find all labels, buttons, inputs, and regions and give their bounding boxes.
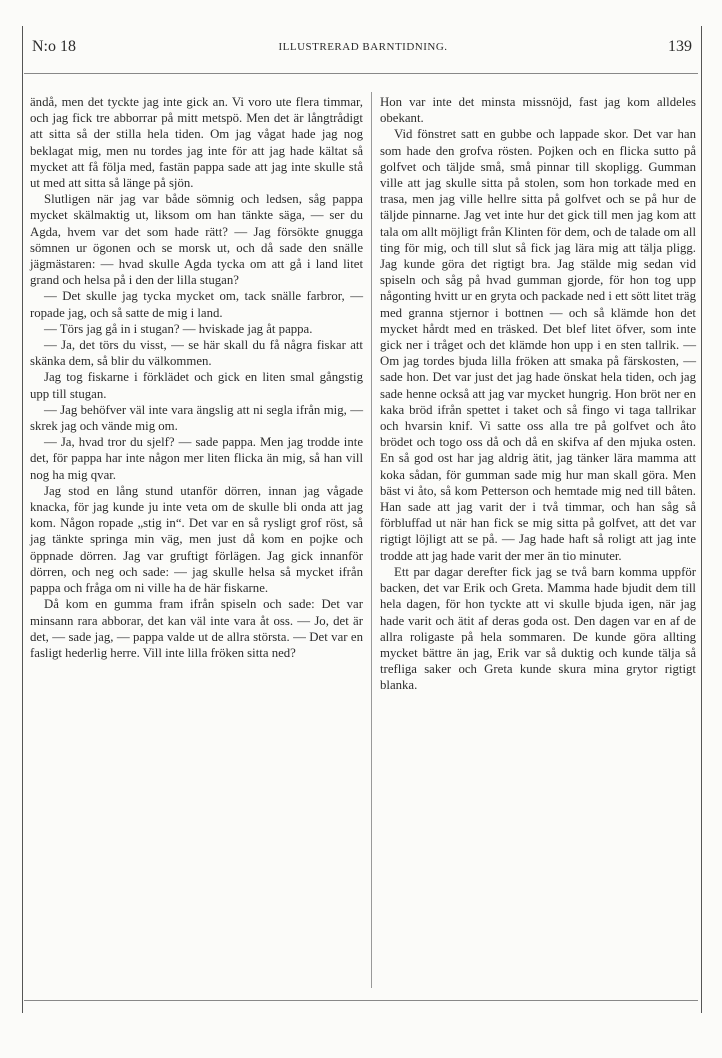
column-divider	[371, 92, 372, 988]
paragraph: — Ja, hvad tror du sjelf? — sade pappa. Men jag trodde inte det, för pappa har inte någon mer liten flicka än mig, så han vill nog ha mig qvar.	[30, 435, 363, 482]
paragraph: — Ja, det törs du visst, — se här skall du få några fiskar att skänka dem, så blir du välkommen.	[30, 338, 363, 369]
paragraph: Då kom en gumma fram ifrån spiseln och sade: Det var minsann rara abborar, det kan väl inte vara åt oss. — Jo, det är det, — sade jag, — pappa valde ut de allra största. — Det var en fasligt hederlig herre. Vill inte lilla fröken sitta ned?	[30, 597, 363, 660]
paragraph: Ett par dagar derefter fick jag se två barn komma uppför backen, det var Erik och Greta. Mamma hade bjudit dem till hela dagen, för hon tyckte att vi skulle bjuda igen, när jag hade varit och ätit af deras goda ost. Den dagen var en af de allra roligaste på hela sommaren. De kunde göra allting mycket bättre än jag, Erik var så duktig och kunde tälja så trefliga saker och Greta kunde skura mina grytor rigtigt blanka.	[380, 564, 696, 693]
paragraph: Jag stod en lång stund utanför dörren, innan jag vågade knacka, för jag kunde ju inte veta om de skulle bli onda att jag kom. Någon ropade „stig in“. Det var en så rysligt grof röst, så jag tänkte springa min väg, men just då kom en pojke och öppnade dörren. Jag var gruftigt förlägen. Jag gick innanför dörren, och neg och sade: — jag skulle helsa så mycket ifrån pappa och fråga om ni ville ha de här fiskarne.	[30, 483, 363, 596]
paragraph: ändå, men det tyckte jag inte gick an. Vi voro ute flera timmar, och jag fick tre abborrar på mitt metspö. Men det är långtrådigt att sitta så der stilla hela tiden. Om jag vågat hade jag nog beklagat mig, men nu tordes jag inte för att jag hade kältat så mycket att få följa med, fastän pappa sade att jag inte skulle stå ut med att sitta så länge på sjön.	[30, 95, 363, 191]
left-column	[30, 94, 363, 661]
paragraph: Vid fönstret satt en gubbe och lappade skor. Det var han som hade den grofva rösten. Pojken och en flicka sutto på golfvet och täljde små, små pinnar till skopligg. Gumman ville att jag skulle sitta på stolen, som hon torkade med en trasa, men jag ville hellre sitta på golfvet och se på hur de täljde pinnarne. Jag vet inte hur det gick till men jag kom att tala om allt möjligt från Klinten för dem, och de talade om all ting för mig, och till slut så fick jag lära mig att tälja pligg. Jag kunde göra det rigtigt bra. Jag stälde mig sedan vid spiseln och såg på hvad gumman gjorde, för hon tog upp någonting hvitt ur en gryta och packade ned i ett sött litet träg med granna stjernor i bottnen — och så klämde hon det mycket hårdt med en träsked. Det blef litet öfver, som inte gick ner i tråget och det klämde hon upp i en sten tallrik. — Om jag tordes bjuda lilla fröken att smaka på färskosten, — sade hon. Det var just det jag hade önskat hela tiden, och jag sade henne också att jag var mycket hungrig. Hon bröt ner en kaka bröd ifrån spettet i taket och så fingo vi taga tallrikar och hvarsin knif. Vi satte oss alla tre på golfvet och åto brödet och togo oss då och då en skifva af den mjuka osten. En så god ost har jag aldrig ätit, jag tänker lära mamma att koka sådan, för gumman sade mig hur man skall göra. Men bäst vi åto, så kom Petterson och hemtade mig ned till båten. Han sade att jag varit der i två timmar, och han såg så förbluffad ut när han fick se mig sitta på golfvet, att det var rigtigt löjligt att se på. — Jag hade haft så roligt att jag inte trodde att jag hade varit der mer än tio minuter.	[380, 127, 696, 563]
header-rule	[24, 73, 698, 74]
paragraph: — Törs jag gå in i stugan? — hviskade jag åt pappa.	[44, 321, 313, 336]
paragraph: — Det skulle jag tycka mycket om, tack snälle farbror, — ropade jag, och så satte de mig i land.	[30, 289, 363, 320]
issue-number: N:o 18	[32, 38, 76, 55]
footer-rule	[24, 1000, 698, 1001]
paragraph: — Jag behöfver väl inte vara ängslig att ni segla ifrån mig, — skrek jag och vände mig om.	[30, 402, 363, 434]
paragraph: Slutligen när jag var både sömnig och ledsen, såg pappa mycket skälmaktig ut, liksom om han tänkte säga, — ser du Agda, hvem var det som hade rätt? — Jag försökte gnugga sömnen ur ögonen och se morsk ut, och då sade den snälle jägmästaren: — hvad skulle Agda tycka om att gå i land litet grand och helsa på i den der lilla stugan?	[30, 192, 363, 288]
page-header	[30, 36, 696, 62]
paragraph: Jag tog fiskarne i förklädet och gick en liten smal gångstig upp till stugan.	[30, 370, 363, 401]
right-column	[380, 94, 696, 694]
page-number: 139	[668, 38, 692, 55]
paragraph: Hon var inte det minsta missnöjd, fast jag kom alldeles obekant.	[380, 95, 696, 126]
publication-title: ILLUSTRERAD BARNTIDNING.	[278, 41, 448, 53]
